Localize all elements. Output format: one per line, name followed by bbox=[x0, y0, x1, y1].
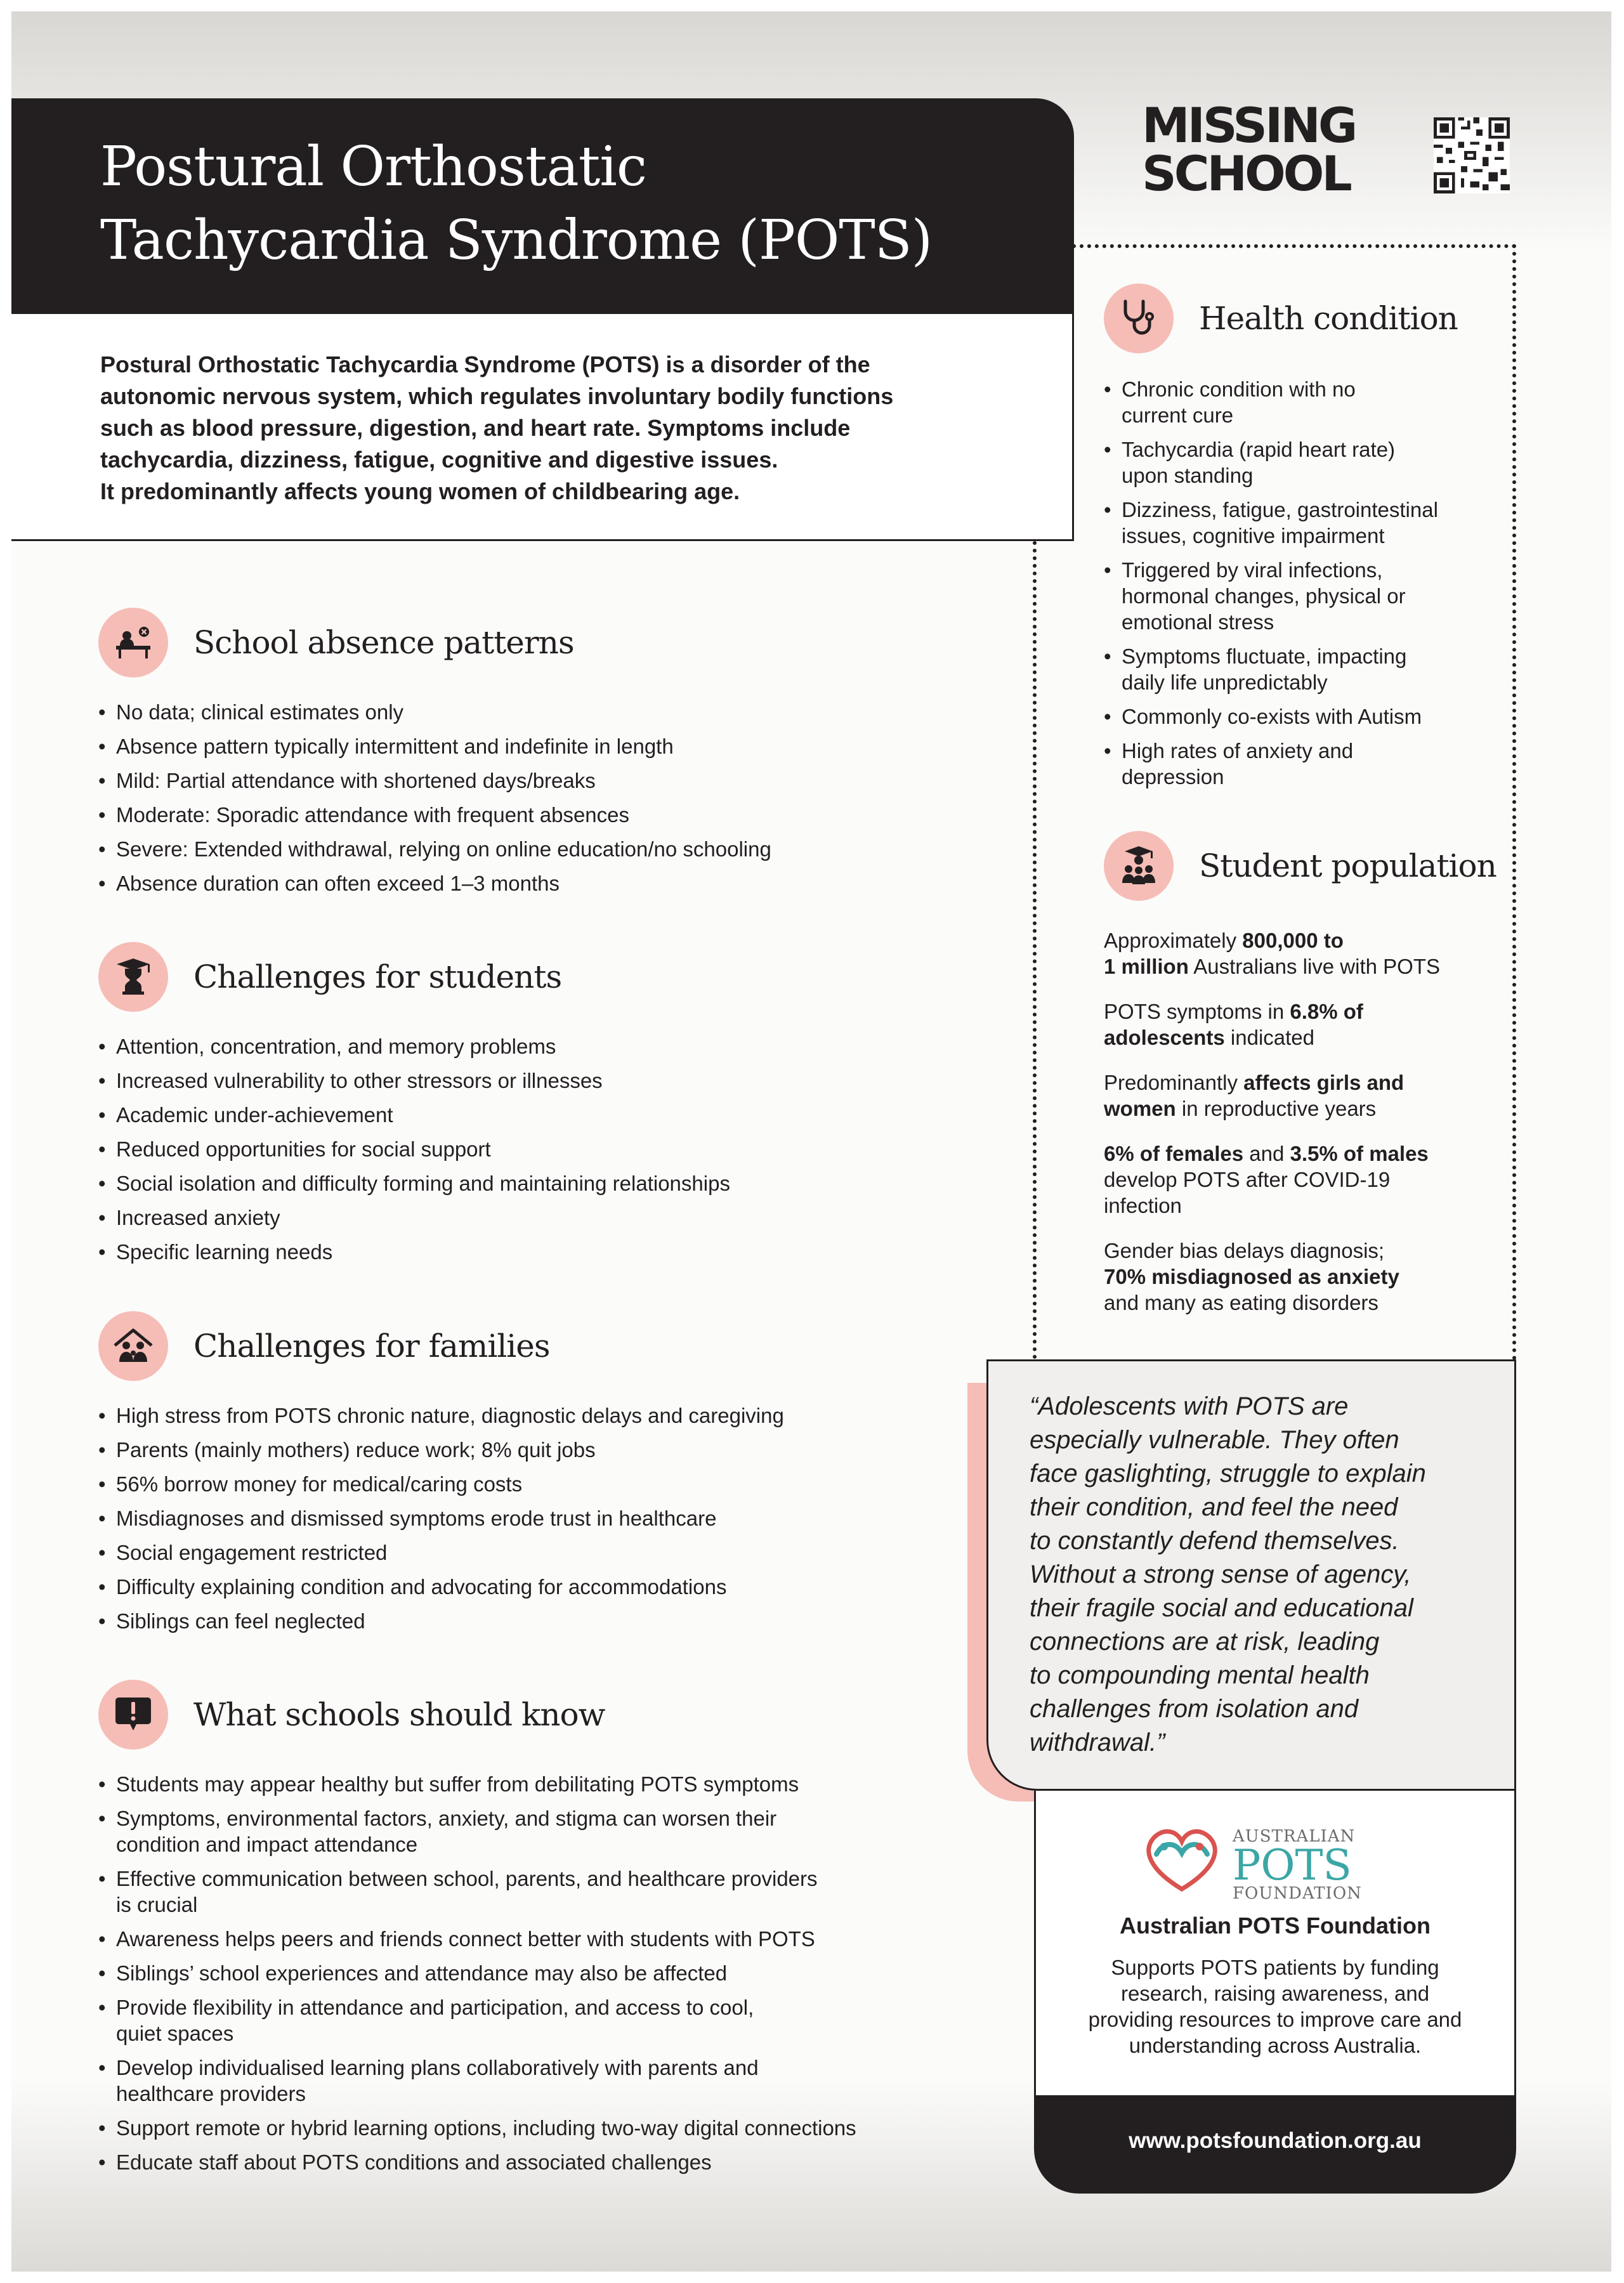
pots-foundation-logo[interactable] bbox=[1137, 1816, 1417, 1905]
section-header bbox=[98, 608, 986, 677]
section-absence-patterns bbox=[98, 608, 986, 905]
section-student-population bbox=[1104, 831, 1497, 1335]
list-item: • Effective communication between school, parents, and healthcare providers is crucial bbox=[98, 1866, 1018, 1918]
foundation-url-banner bbox=[1034, 2095, 1516, 2194]
list-item: • Social engagement restricted bbox=[98, 1540, 986, 1566]
foundation-url-link[interactable]: www.potsfoundation.org.au bbox=[1129, 2128, 1422, 2153]
list-item: • 56% borrow money for medical/caring costs bbox=[98, 1471, 986, 1497]
foundation-name: Australian POTS Foundation bbox=[1119, 1913, 1431, 1939]
list-item: • Academic under-achievement bbox=[98, 1102, 986, 1128]
absence-list bbox=[98, 699, 986, 896]
stat-covid: 6% of females and 3.5% of males develop POTS after COVID-19 infection bbox=[1104, 1142, 1429, 1217]
list-item: • Siblings’ school experiences and attendance may also be affected bbox=[98, 1960, 1018, 1986]
list-item: • Increased vulnerability to other stressors or illnesses bbox=[98, 1068, 986, 1094]
section-challenges-families bbox=[98, 1311, 986, 1642]
foundation-panel bbox=[1034, 1791, 1516, 2095]
stethoscope-icon bbox=[1104, 284, 1174, 353]
list-item: • Students may appear healthy but suffer from debilitating POTS symptoms bbox=[98, 1771, 1018, 1797]
intro-line: tachycardia, dizziness, fatigue, cognitive and digestive issues. bbox=[100, 447, 778, 473]
list-item: • Moderate: Sporadic attendance with frequent absences bbox=[98, 802, 986, 828]
intro-line: such as blood pressure, digestion, and heart rate. Symptoms include bbox=[100, 415, 851, 441]
logo-text-bot: FOUNDATION bbox=[1233, 1884, 1362, 1903]
list-item: • Difficulty explaining condition and advocating for accommodations bbox=[98, 1574, 986, 1600]
intro-line: Postural Orthostatic Tachycardia Syndrome (POTS) is a disorder of the bbox=[100, 351, 870, 377]
list-item: • Siblings can feel neglected bbox=[98, 1608, 986, 1634]
list-item: • Increased anxiety bbox=[98, 1205, 986, 1231]
list-item: • No data; clinical estimates only bbox=[98, 699, 986, 725]
section-title: Health condition bbox=[1199, 300, 1458, 337]
student-hourglass-icon bbox=[98, 942, 168, 1012]
intro-line: autonomic nervous system, which regulates involuntary bodily functions bbox=[100, 383, 894, 409]
families-list bbox=[98, 1403, 986, 1634]
graduate-group-icon bbox=[1104, 831, 1174, 901]
family-house-icon bbox=[98, 1311, 168, 1381]
stat-girls-women: Predominantly affects girls and women in reproductive years bbox=[1104, 1071, 1405, 1120]
list-item: • Mild: Partial attendance with shortened days/breaks bbox=[98, 768, 986, 794]
intro-panel bbox=[11, 314, 1074, 541]
list-item: • Misdiagnoses and dismissed symptoms erode trust in healthcare bbox=[98, 1505, 986, 1531]
quote-text: “Adolescents with POTS are especially vulnerable. They often face gaslighting, struggle to explain their condition, and feel the need to constantly defend themselves. Without a strong sense of agency, their fragile social and educational connections are at risk, leading to compounding mental health challenges from isolation and withdrawal.” bbox=[1030, 1392, 1426, 1756]
section-title: Student population bbox=[1199, 847, 1496, 884]
quote-box bbox=[986, 1359, 1516, 1791]
section-title: Challenges for students bbox=[193, 958, 562, 995]
exclamation-bubble-icon bbox=[98, 1680, 168, 1750]
title-line-2: Tachycardia Syndrome (POTS) bbox=[100, 209, 933, 272]
list-item: • High rates of anxiety and depression bbox=[1104, 738, 1497, 790]
title-banner bbox=[11, 98, 1074, 314]
section-title: Challenges for families bbox=[193, 1328, 550, 1364]
population-stats bbox=[1104, 927, 1497, 1316]
page-title bbox=[100, 130, 932, 277]
list-item: • Symptoms, environmental factors, anxiety, and stigma can worsen their condition and impact attendance bbox=[98, 1805, 1018, 1857]
section-title: What schools should know bbox=[193, 1696, 605, 1733]
qr-code-icon[interactable] bbox=[1434, 117, 1510, 193]
list-item: • Chronic condition with no current cure bbox=[1104, 376, 1497, 428]
list-item: • Awareness helps peers and friends connect better with students with POTS bbox=[98, 1926, 1018, 1952]
list-item: • Educate staff about POTS conditions and associated challenges bbox=[98, 2149, 1018, 2175]
section-header bbox=[98, 1311, 986, 1381]
list-item: • Absence pattern typically intermittent and indefinite in length bbox=[98, 733, 986, 759]
intro-line: It predominantly affects young women of childbearing age. bbox=[100, 478, 740, 504]
section-header bbox=[1104, 831, 1497, 901]
logo-line-1: MISSING bbox=[1142, 97, 1356, 154]
list-item: • Dizziness, fatigue, gastrointestinal issues, cognitive impairment bbox=[1104, 497, 1497, 549]
list-item: • Specific learning needs bbox=[98, 1239, 986, 1265]
stat-800k: Approximately 800,000 to 1 million Australians live with POTS bbox=[1104, 929, 1441, 978]
section-header bbox=[1104, 284, 1497, 353]
list-item: • Triggered by viral infections, hormonal changes, physical or emotional stress bbox=[1104, 557, 1497, 635]
section-header bbox=[98, 942, 986, 1012]
desk-icon bbox=[98, 608, 168, 677]
list-item: • Support remote or hybrid learning options, including two-way digital connections bbox=[98, 2115, 1018, 2141]
list-item: • Attention, concentration, and memory problems bbox=[98, 1033, 986, 1059]
list-item: • Parents (mainly mothers) reduce work; 8% quit jobs bbox=[98, 1437, 986, 1463]
stat-misdiagnosis: Gender bias delays diagnosis; 70% misdiagnosed as anxiety and many as eating disorders bbox=[1104, 1239, 1399, 1314]
intro-text bbox=[100, 349, 1020, 507]
right-column-border-left bbox=[1033, 541, 1037, 1359]
list-item: • Severe: Extended withdrawal, relying on online education/no schooling bbox=[98, 836, 986, 862]
section-header bbox=[98, 1680, 1018, 1750]
list-item: • High stress from POTS chronic nature, diagnostic delays and caregiving bbox=[98, 1403, 986, 1429]
logo-line-2: SCHOOL bbox=[1142, 145, 1350, 202]
list-item: • Absence duration can often exceed 1–3 months bbox=[98, 870, 986, 896]
list-item: • Provide flexibility in attendance and participation, and access to cool, quiet spaces bbox=[98, 1994, 1018, 2046]
section-health-condition bbox=[1104, 284, 1497, 798]
section-title: School absence patterns bbox=[193, 624, 574, 661]
section-schools-should-know bbox=[98, 1680, 1018, 2183]
logo-text-mid: POTS bbox=[1233, 1841, 1352, 1890]
schools-list bbox=[98, 1771, 1018, 2175]
missing-school-logo[interactable] bbox=[1142, 97, 1364, 209]
health-list bbox=[1104, 376, 1497, 790]
title-line-1: Postural Orthostatic bbox=[100, 135, 646, 199]
list-item: • Tachycardia (rapid heart rate) upon standing bbox=[1104, 436, 1497, 488]
section-challenges-students bbox=[98, 942, 986, 1273]
foundation-description: Supports POTS patients by funding research, raising awareness, and providing resources to improve care and understanding across Australia. bbox=[1088, 1956, 1462, 2057]
students-list bbox=[98, 1033, 986, 1265]
list-item: • Reduced opportunities for social support bbox=[98, 1136, 986, 1162]
logo-text-top: AUSTRALIAN bbox=[1233, 1827, 1356, 1846]
stat-adolescents: POTS symptoms in 6.8% of adolescents indicated bbox=[1104, 1000, 1363, 1049]
list-item: • Social isolation and difficulty forming and maintaining relationships bbox=[98, 1170, 986, 1196]
list-item: • Commonly co-exists with Autism bbox=[1104, 703, 1497, 729]
list-item: • Develop individualised learning plans collaboratively with parents and healthcare providers bbox=[98, 2055, 1018, 2107]
list-item: • Symptoms fluctuate, impacting daily life unpredictably bbox=[1104, 643, 1497, 695]
